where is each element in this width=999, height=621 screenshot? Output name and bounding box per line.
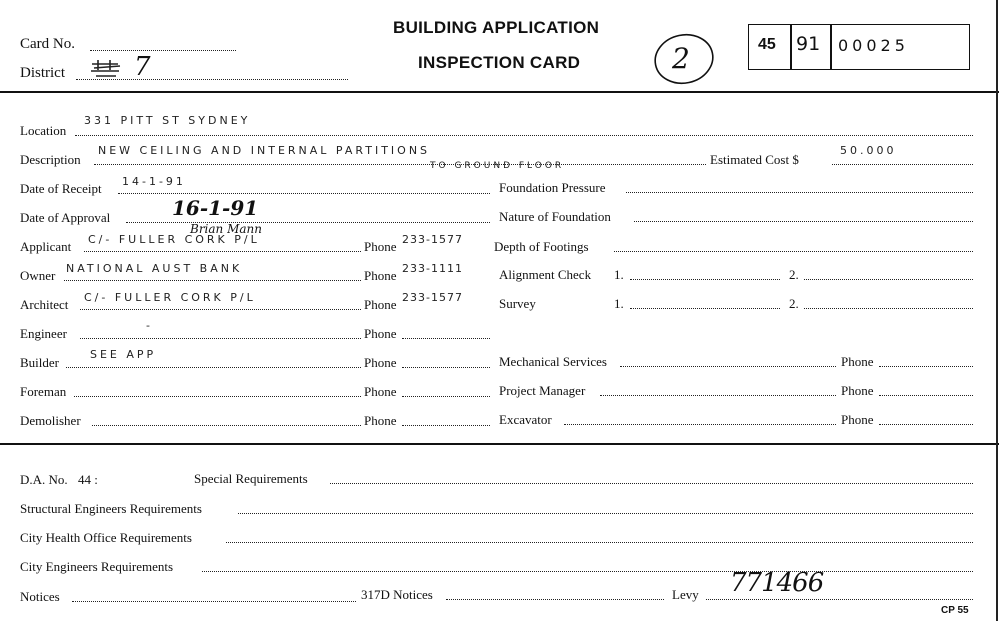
district-value: 7 [134, 52, 151, 82]
foreman-line[interactable] [74, 396, 361, 397]
alignment-check-label: Alignment Check [499, 267, 592, 282]
da-no-value: 44 : [78, 472, 98, 487]
architect-line[interactable] [80, 309, 361, 310]
nature-of-foundation-label: Nature of Foundation [499, 209, 611, 224]
structural-engineers-label: Structural Engineers Requirements [20, 501, 202, 516]
engineer-phone-label: Phone [364, 326, 397, 341]
date-of-receipt-value: 14-1-91 [122, 175, 186, 188]
city-health-label: City Health Office Requirements [20, 530, 192, 545]
file-no-part1: 45 [758, 36, 776, 53]
estimated-cost-value: 50.000 [840, 144, 897, 157]
card-no-line[interactable] [90, 50, 236, 51]
mechanical-services-label: Mechanical Services [499, 354, 607, 369]
foreman-phone-line[interactable] [402, 396, 490, 397]
owner-label: Owner [20, 268, 56, 283]
project-manager-phone-line[interactable] [879, 395, 973, 396]
excavator-line[interactable] [564, 424, 836, 425]
alignment-check-num1: 1. [614, 267, 624, 282]
project-manager-line[interactable] [600, 395, 836, 396]
depth-of-footings-label: Depth of Footings [494, 239, 589, 254]
file-no-part3: 00025 [838, 36, 909, 55]
card-no-label: Card No. [20, 36, 75, 52]
location-value: 331 PITT ST SYDNEY [84, 114, 251, 127]
owner-line[interactable] [64, 280, 361, 281]
notices-317d-label: 317D Notices [361, 587, 433, 602]
nature-of-foundation-line[interactable] [634, 221, 973, 222]
da-no-label: D.A. No. [20, 472, 68, 487]
city-health-line[interactable] [226, 542, 973, 543]
date-of-approval-label: Date of Approval [20, 210, 111, 225]
alignment-check-line2[interactable] [804, 279, 973, 280]
city-engineers-label: City Engineers Requirements [20, 559, 174, 574]
project-manager-phone-label: Phone [841, 383, 874, 398]
mechanical-services-phone-line[interactable] [879, 366, 973, 367]
engineer-phone-line[interactable] [402, 338, 490, 339]
title-line2: INSPECTION CARD [418, 53, 581, 72]
crossed-out-district-mark [88, 58, 124, 78]
applicant-name: Brian Mann [190, 222, 262, 236]
survey-num1: 1. [614, 296, 624, 311]
description-value: NEW CEILING AND INTERNAL PARTITIONS [98, 144, 431, 157]
architect-value: C/- FULLER CORK P/L [84, 291, 256, 304]
applicant-label: Applicant [20, 239, 72, 254]
excavator-phone-label: Phone [841, 412, 874, 427]
architect-phone-value: 233-1577 [402, 291, 463, 304]
notices-label: Notices [20, 589, 60, 604]
excavator-label: Excavator [499, 412, 552, 427]
description-value-2: TO GROUND FLOOR [430, 161, 565, 171]
notices-line[interactable] [72, 601, 356, 602]
file-number-divider [830, 25, 832, 69]
survey-line2[interactable] [804, 308, 973, 309]
city-engineers-line[interactable] [202, 571, 973, 572]
survey-line1[interactable] [630, 308, 780, 309]
foreman-phone-label: Phone [364, 384, 397, 399]
district-label: District [20, 65, 65, 81]
estimated-cost-line[interactable] [832, 164, 973, 165]
owner-value: NATIONAL AUST BANK [66, 262, 243, 275]
demolisher-line[interactable] [92, 425, 361, 426]
special-requirements-line[interactable] [330, 483, 973, 484]
date-of-approval-line[interactable] [126, 222, 490, 223]
description-label: Description [20, 152, 81, 167]
structural-engineers-line[interactable] [238, 513, 973, 514]
builder-line[interactable] [66, 367, 361, 368]
foundation-pressure-line[interactable] [626, 192, 973, 193]
depth-of-footings-line[interactable] [614, 251, 973, 252]
builder-value: SEE APP [90, 348, 157, 361]
builder-phone-label: Phone [364, 355, 397, 370]
engineer-value: - [146, 319, 153, 332]
owner-phone-label: Phone [364, 268, 397, 283]
alignment-check-line1[interactable] [630, 279, 780, 280]
engineer-label: Engineer [20, 326, 67, 341]
builder-label: Builder [20, 355, 59, 370]
mechanical-services-line[interactable] [620, 366, 836, 367]
architect-label: Architect [20, 297, 69, 312]
form-code: CP 55 [941, 605, 969, 616]
demolisher-label: Demolisher [20, 413, 81, 428]
special-requirements-label: Special Requirements [194, 471, 308, 486]
circled-number [650, 30, 720, 88]
applicant-phone-value: 233-1577 [402, 233, 463, 246]
foreman-label: Foreman [20, 384, 67, 399]
date-of-receipt-line[interactable] [118, 193, 490, 194]
file-no-part2: 91 [796, 33, 821, 55]
applicant-phone-label: Phone [364, 239, 397, 254]
demolisher-phone-label: Phone [364, 413, 397, 428]
applicant-value: C/- FULLER CORK P/L [88, 233, 260, 246]
date-of-approval-value: 16-1-91 [172, 196, 259, 220]
card-right-edge [996, 0, 998, 621]
survey-num2: 2. [789, 296, 799, 311]
alignment-check-num2: 2. [789, 267, 799, 282]
location-line[interactable] [75, 135, 973, 136]
project-manager-label: Project Manager [499, 383, 586, 398]
file-number-divider [790, 25, 792, 69]
circled-number-value: 2 [672, 42, 690, 75]
location-label: Location [20, 123, 67, 138]
owner-phone-value: 233-1111 [402, 262, 463, 275]
excavator-phone-line[interactable] [879, 424, 973, 425]
date-of-receipt-label: Date of Receipt [20, 181, 102, 196]
scribble-icon [88, 58, 124, 80]
levy-label: Levy [672, 587, 699, 602]
middle-rule [0, 443, 999, 445]
description-line[interactable] [94, 164, 706, 165]
foundation-pressure-label: Foundation Pressure [499, 180, 606, 195]
title-line1: BUILDING APPLICATION [393, 18, 600, 37]
mechanical-services-phone-label: Phone [841, 354, 874, 369]
engineer-line[interactable] [80, 338, 361, 339]
builder-phone-line[interactable] [402, 367, 490, 368]
levy-line[interactable] [706, 599, 973, 600]
header-rule [0, 91, 999, 93]
notices-317d-line[interactable] [446, 599, 664, 600]
applicant-line[interactable] [84, 251, 361, 252]
estimated-cost-label: Estimated Cost $ [710, 152, 799, 167]
demolisher-phone-line[interactable] [402, 425, 490, 426]
levy-value: 771466 [730, 568, 824, 598]
survey-label: Survey [499, 296, 536, 311]
architect-phone-label: Phone [364, 297, 397, 312]
